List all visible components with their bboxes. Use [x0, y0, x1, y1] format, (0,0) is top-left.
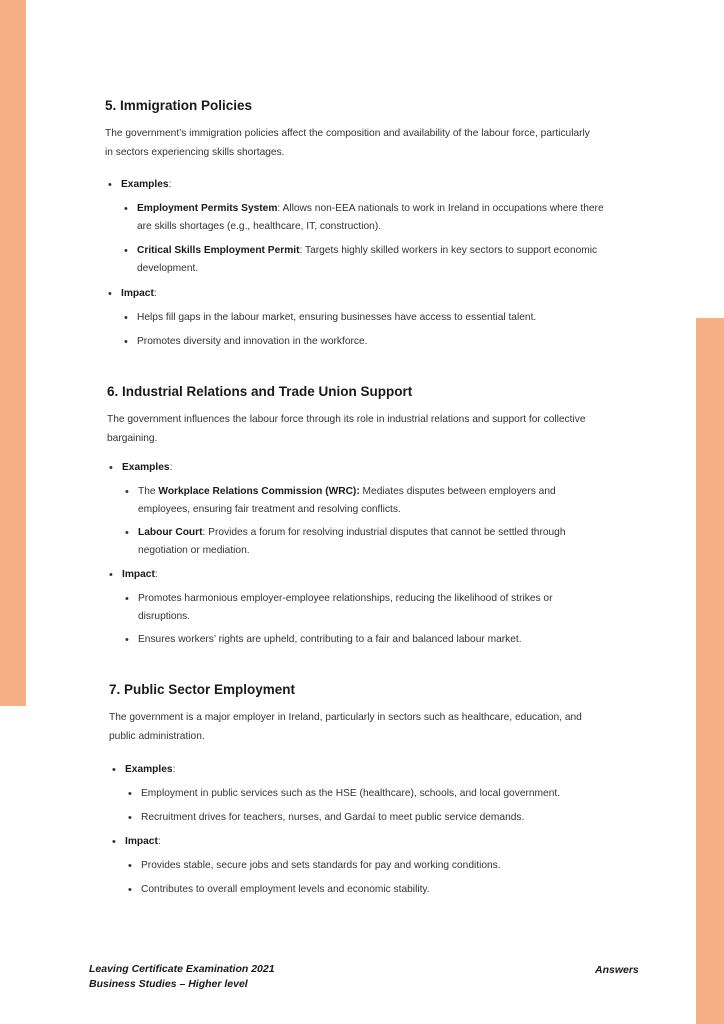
- impact-text: Promotes diversity and innovation in the workforce.: [137, 336, 368, 347]
- impact-text: Helps fill gaps in the labour market, ensuring businesses have access to essential talent.: [137, 312, 537, 323]
- examples-label-item: • Examples:: [112, 764, 176, 776]
- examples-label: Examples: [121, 179, 169, 190]
- section-heading: 5. Immigration Policies: [105, 98, 253, 113]
- impact-text: Promotes harmonious employer-employee relationships, reducing the likelihood of strikes or disruptions.: [138, 593, 553, 622]
- list-item: • The Workplace Relations Commission (WRC): Mediates disputes between employers and employees, ensuring fair treatment and resolving conflicts.: [125, 486, 556, 515]
- example-text: : Allows non-EEA nationals to work in Ireland in occupations where there are skills shortages (e.g., healthcare, IT, construction).: [137, 203, 604, 232]
- impact-text: Contributes to overall employment levels and economic stability.: [141, 884, 430, 895]
- example-term: Labour Court: [138, 527, 203, 538]
- examples-label-item: • Examples:: [109, 462, 173, 474]
- list-item: • Employment in public services such as the HSE (healthcare), schools, and local government.: [128, 788, 561, 800]
- example-term: Employment Permits System: [137, 203, 278, 214]
- impact-label: Impact: [122, 569, 155, 580]
- impact-label: Impact: [121, 288, 154, 299]
- footer-exam-title: Leaving Certificate Examination 2021: [89, 963, 275, 975]
- examples-label: Examples: [125, 764, 173, 775]
- example-prefix: The: [138, 486, 159, 497]
- footer-subject: Business Studies – Higher level: [89, 978, 248, 990]
- impact-label: Impact: [125, 836, 158, 847]
- decorative-band-left: [0, 0, 26, 706]
- example-text: Employment in public services such as the HSE (healthcare), schools, and local government.: [141, 788, 561, 799]
- example-text: Recruitment drives for teachers, nurses, and Gardaí to meet public service demands.: [141, 812, 525, 823]
- impact-label-item: • Impact:: [108, 288, 157, 300]
- list-item: • Ensures workers’ rights are upheld, contributing to a fair and balanced labour market.: [125, 634, 522, 646]
- list-item: • Helps fill gaps in the labour market, ensuring businesses have access to essential talent.: [124, 312, 537, 324]
- decorative-band-right: [696, 318, 724, 1024]
- list-item: • Critical Skills Employment Permit: Targets highly skilled workers in key sectors to support economic development.: [124, 245, 598, 274]
- example-term: Workplace Relations Commission (WRC):: [158, 486, 360, 497]
- section-heading: 7. Public Sector Employment: [109, 682, 296, 697]
- example-term: Critical Skills Employment Permit: [137, 245, 300, 256]
- list-item: • Promotes diversity and innovation in the workforce.: [124, 336, 368, 348]
- footer-answers: Answers: [595, 964, 639, 976]
- list-item: • Provides stable, secure jobs and sets standards for pay and working conditions.: [128, 860, 501, 872]
- list-item: • Labour Court: Provides a forum for resolving industrial disputes that cannot be settled through negotiation or mediation.: [125, 527, 566, 556]
- examples-label: Examples: [122, 462, 170, 473]
- section-intro: The government is a major employer in Ireland, particularly in sectors such as healthcare, education, and public administration.: [109, 712, 582, 742]
- examples-label-item: • Examples:: [108, 179, 172, 191]
- impact-label-item: • Impact:: [109, 569, 158, 581]
- footer-left: [89, 962, 275, 992]
- example-text: : Provides a forum for resolving industrial disputes that cannot be settled through negotiation or mediation.: [138, 527, 566, 556]
- impact-label-item: • Impact:: [112, 836, 161, 848]
- list-item: • Promotes harmonious employer-employee relationships, reducing the likelihood of strikes or disruptions.: [125, 593, 553, 622]
- list-item: • Contributes to overall employment levels and economic stability.: [128, 884, 430, 896]
- example-text: Mediates disputes between employers and employees, ensuring fair treatment and resolving conflicts.: [138, 486, 556, 515]
- list-item: • Employment Permits System: Allows non-EEA nationals to work in Ireland in occupations where there are skills shortages (e.g., healthcare, IT, construction).: [124, 203, 604, 232]
- example-text: : Targets highly skilled workers in key sectors to support economic development.: [137, 245, 598, 274]
- section-intro: The government influences the labour force through its role in industrial relations and support for collective bargaining.: [107, 414, 586, 444]
- list-item: • Recruitment drives for teachers, nurses, and Gardaí to meet public service demands.: [128, 812, 525, 824]
- section-intro: The government’s immigration policies affect the composition and availability of the labour force, particularly in sectors experiencing skills shortages.: [105, 128, 590, 158]
- section-heading: 6. Industrial Relations and Trade Union Support: [107, 384, 413, 399]
- impact-text: Ensures workers’ rights are upheld, contributing to a fair and balanced labour market.: [138, 634, 522, 645]
- impact-text: Provides stable, secure jobs and sets standards for pay and working conditions.: [141, 860, 501, 871]
